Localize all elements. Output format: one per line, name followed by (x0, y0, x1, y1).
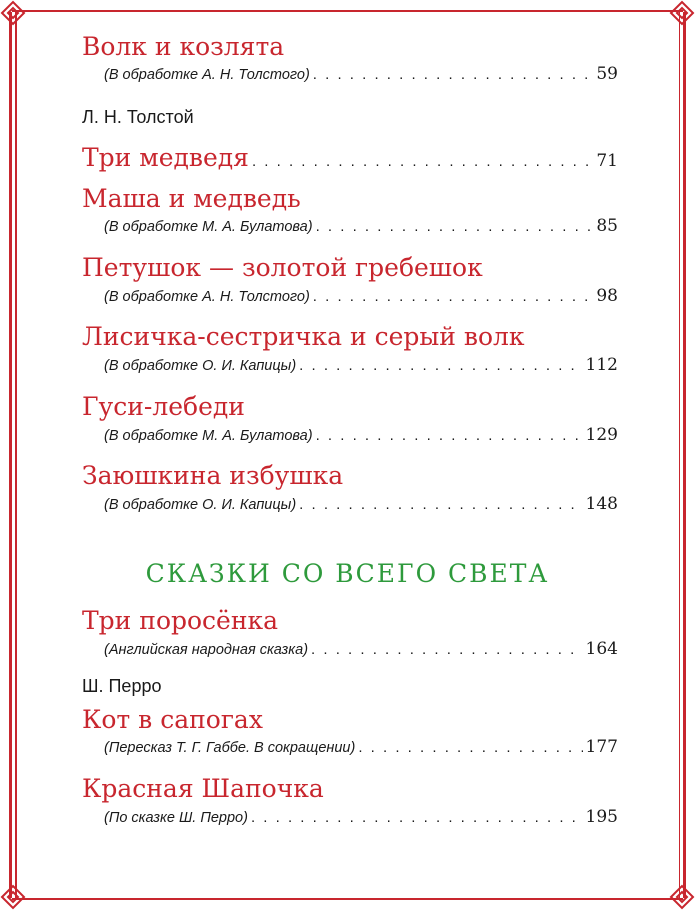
toc-entry-title[interactable]: Маша и медведь (82, 184, 301, 213)
leader-dots (251, 809, 583, 826)
toc-entry-row[interactable] (104, 286, 618, 306)
frame-left-outer (9, 12, 12, 898)
toc-page-number: 195 (585, 807, 618, 827)
toc-entry-row[interactable] (104, 639, 618, 659)
author-name: Ш. Перро (82, 676, 162, 696)
toc-entry-title[interactable]: Кот в сапогах (82, 705, 263, 734)
section-heading: СКАЗКИ СО ВСЕГО СВЕТА (145, 559, 550, 588)
ornament-icon (0, 884, 26, 910)
frame-right-inner (679, 12, 681, 898)
toc-page-number: 71 (596, 151, 618, 171)
toc-page-number: 148 (585, 494, 618, 514)
leader-dots (316, 427, 583, 444)
toc-entry-row[interactable] (82, 143, 618, 172)
leader-dots (299, 357, 582, 374)
leader-dots (316, 218, 594, 235)
toc-entry-row[interactable] (104, 355, 618, 375)
leader-dots (252, 153, 593, 170)
frame-left-inner (15, 12, 17, 898)
frame-bottom (12, 898, 683, 900)
toc-page-number: 164 (585, 639, 618, 659)
leader-dots (313, 66, 594, 83)
toc-entry-title[interactable]: Гуси-лебеди (82, 392, 245, 421)
leader-dots (358, 739, 582, 756)
toc-entry-title[interactable]: Лисичка-сестричка и серый волк (82, 322, 525, 351)
author-name: Л. Н. Толстой (82, 107, 194, 127)
toc-entry-note: (В обработке А. Н. Толстого) (104, 289, 310, 305)
toc-page-number: 85 (596, 216, 618, 236)
toc-page-number: 177 (585, 737, 618, 757)
toc-entry-note: (В обработке О. И. Капицы) (104, 358, 297, 374)
ornament-icon (0, 0, 26, 26)
toc-entry-row[interactable] (104, 807, 618, 827)
frame-right-outer (683, 12, 686, 898)
toc-entry-note: (В обработке М. А. Булатова) (104, 219, 313, 235)
toc-entry-title[interactable]: Волк и козлята (82, 32, 285, 61)
toc-page-number: 129 (585, 425, 618, 445)
toc-page-number: 98 (596, 286, 618, 306)
toc-entry-row[interactable] (104, 425, 618, 445)
toc-entry-note: (В обработке О. И. Капицы) (104, 497, 297, 513)
toc-entry-note: (В обработке А. Н. Толстого) (104, 67, 310, 83)
toc-entry-note: (По сказке Ш. Перро) (104, 810, 248, 826)
ornament-icon (669, 0, 695, 26)
toc-entry-title[interactable]: Три поросёнка (82, 606, 279, 635)
toc-entry-row[interactable] (104, 494, 618, 514)
toc-page-number: 112 (585, 355, 618, 375)
leader-dots (299, 496, 582, 513)
toc-entry-title[interactable]: Красная Шапочка (82, 774, 324, 803)
toc-entry-note: (Английская народная сказка) (104, 642, 309, 658)
frame-top (12, 10, 683, 12)
leader-dots (311, 641, 583, 658)
toc-page-number: 59 (596, 64, 618, 84)
toc-entry-row[interactable] (104, 64, 618, 84)
toc-entry-title[interactable]: Заюшкина избушка (82, 461, 344, 490)
ornament-icon (669, 884, 695, 910)
leader-dots (313, 288, 594, 305)
toc-entry-title: Три медведя (82, 143, 249, 172)
toc-entry-row[interactable] (104, 737, 618, 757)
toc-entry-row[interactable] (104, 216, 618, 236)
toc-entry-note: (В обработке М. А. Булатова) (104, 428, 313, 444)
toc-entry-title[interactable]: Петушок — золотой гребешок (82, 253, 483, 282)
toc-entry-note: (Пересказ Т. Г. Габбе. В сокращении) (104, 740, 356, 756)
